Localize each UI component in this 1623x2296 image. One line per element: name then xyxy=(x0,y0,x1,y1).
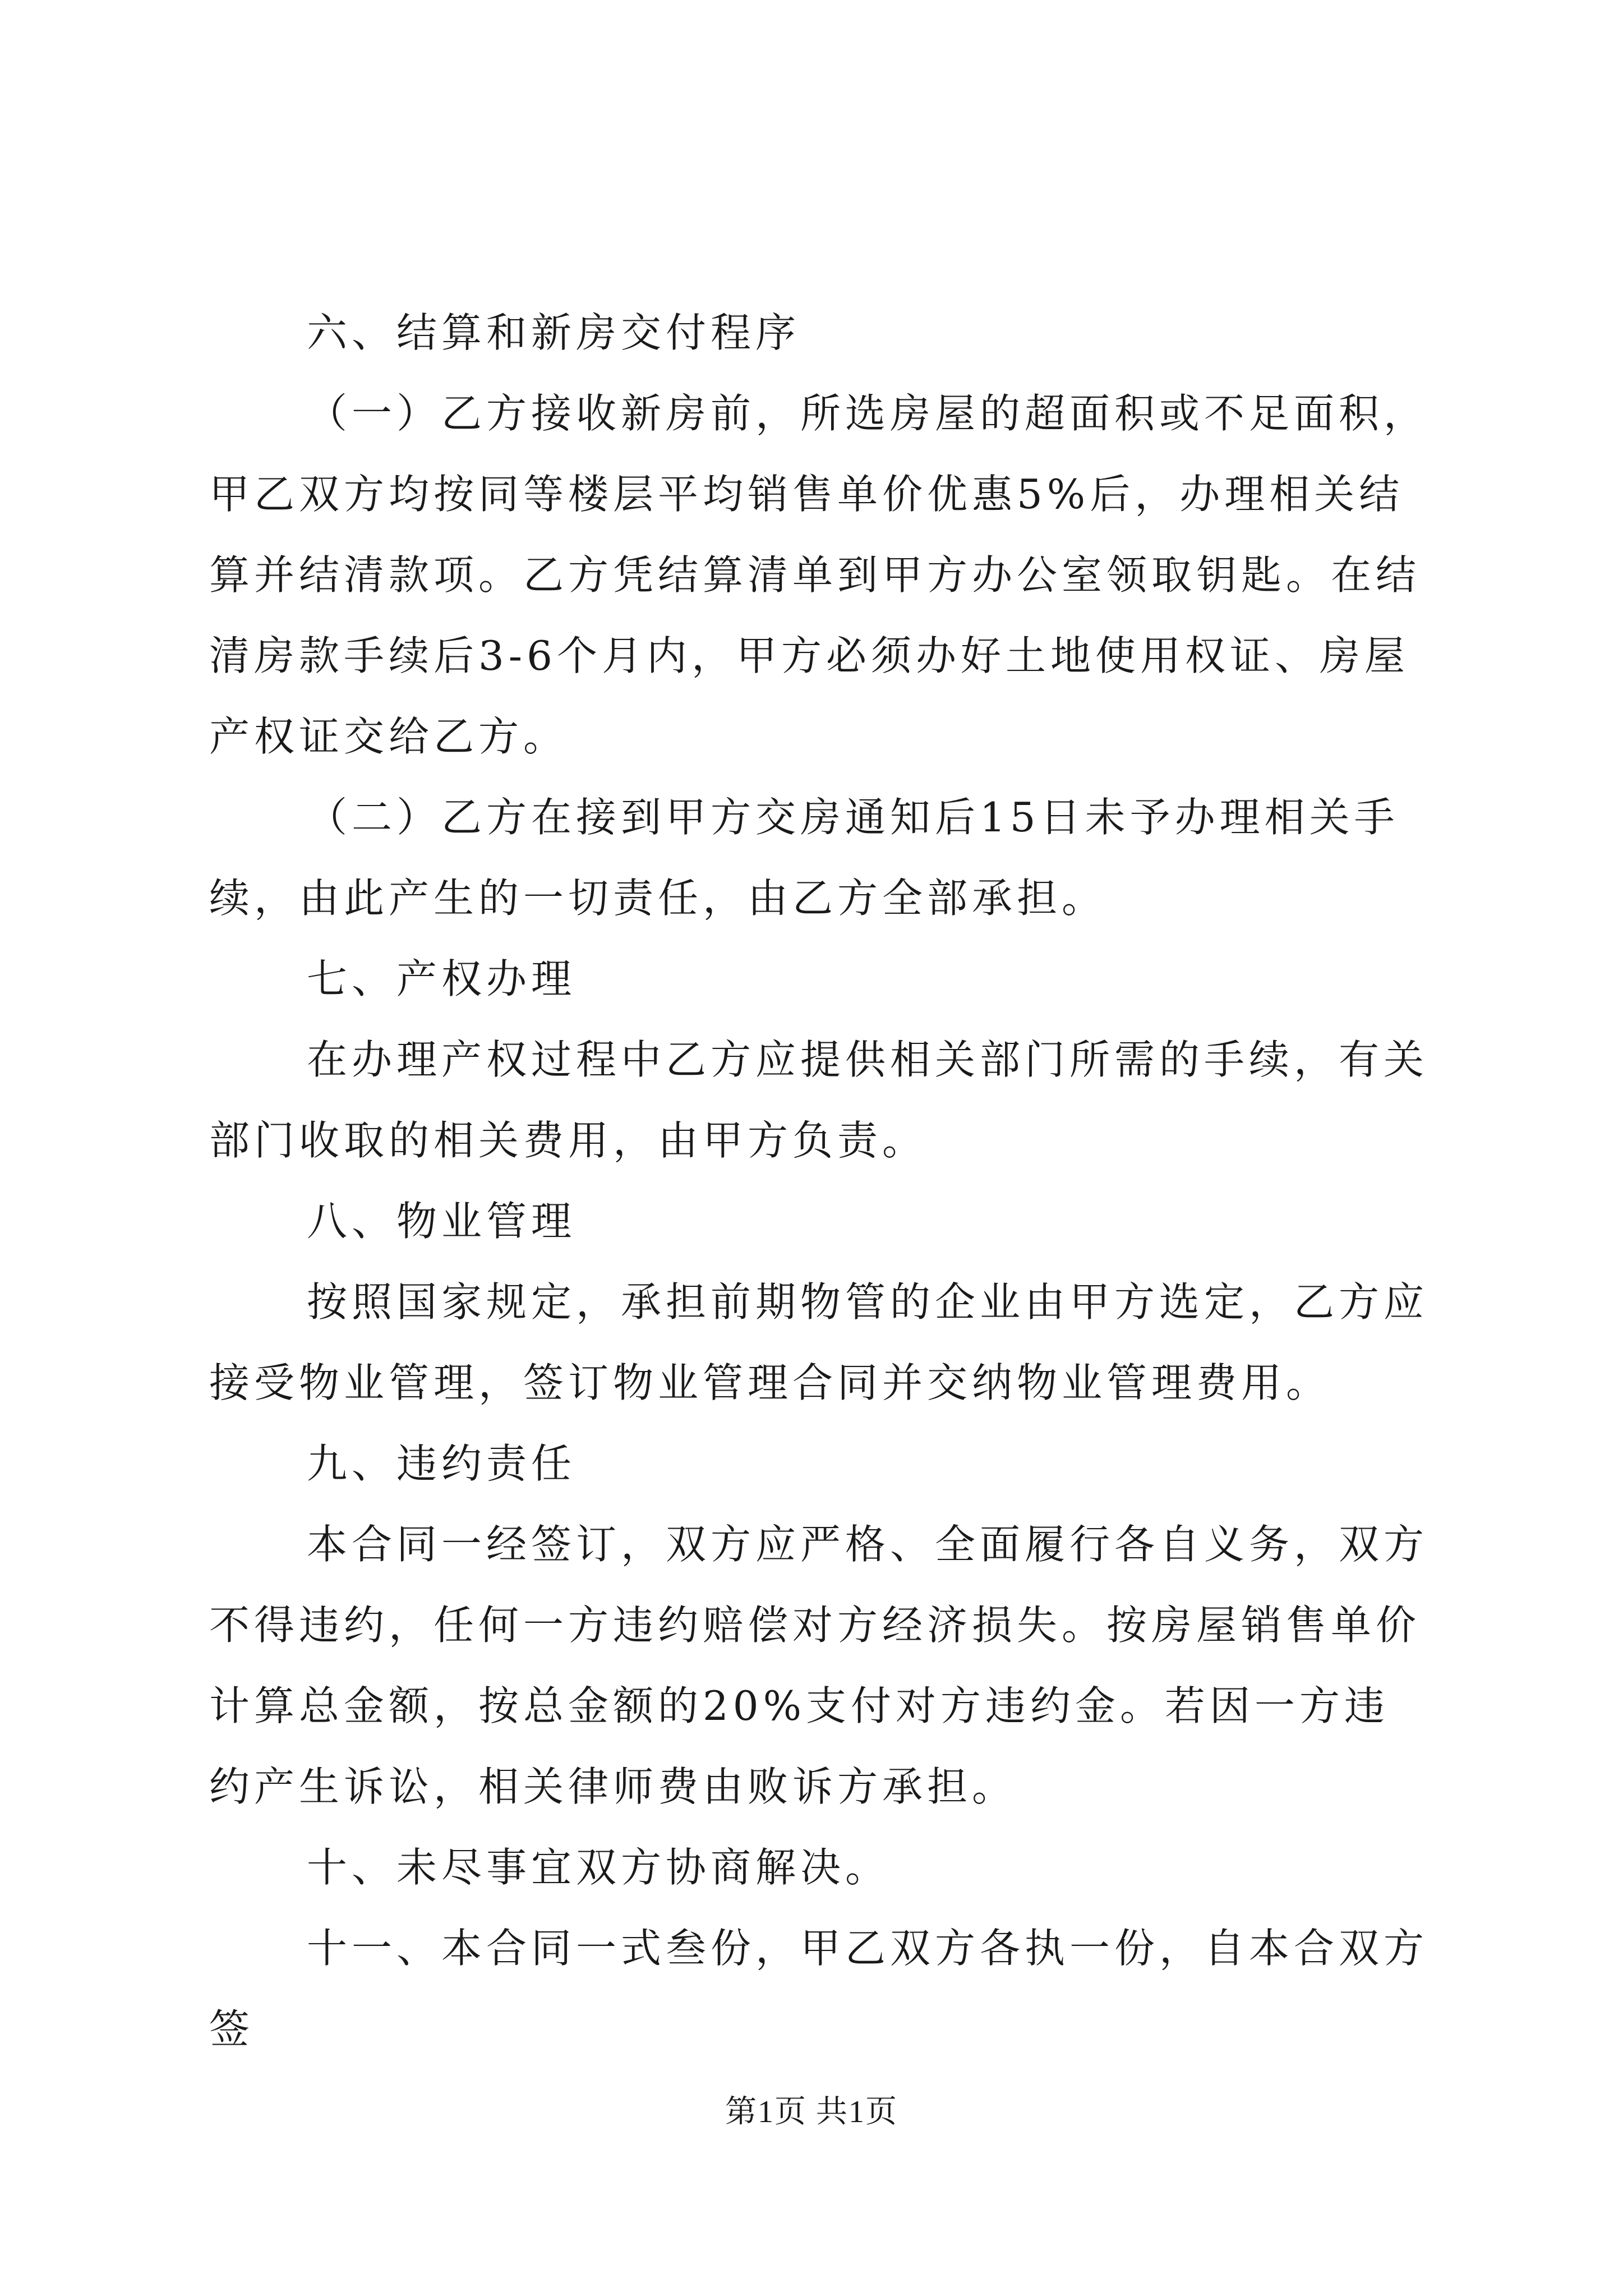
clause-settlement-1: （一）乙方接收新房前，所选房屋的超面积或不足面积，甲乙双方均按同等楼层平均销售单价优惠5%后，办理相关结算并结清款项。乙方凭结算清单到甲方办公室领取钥匙。在结清房款手续后3-6个月内，甲方必须办好土地使用权证、房屋产权证交给乙方。 xyxy=(209,390,1429,760)
section-heading-copies: 十一、本合同一式叁份，甲乙双方各执一份，自本合双方签 xyxy=(209,1925,1429,2053)
document-body xyxy=(209,292,1432,2069)
clause-settlement-2: （二）乙方在接到甲方交房通知后15日未予办理相关手续，由此产生的一切责任，由乙方全部承担。 xyxy=(209,794,1399,922)
section-heading-property-management: 八、物业管理 xyxy=(307,1198,577,1245)
clause-property-management: 按照国家规定，承担前期物管的企业由甲方选定，乙方应接受物业管理，签订物业管理合同并交纳物业管理费用。 xyxy=(209,1278,1429,1406)
clause-breach: 本合同一经签订，双方应严格、全面履行各自义务，双方不得违约，任何一方违约赔偿对方经济损失。按房屋销售单价计算总金额，按总金额的20%支付对方违约金。若因一方违约产生诉讼，相关律师费由败诉方承担。 xyxy=(209,1521,1429,1810)
clause-property-rights: 在办理产权过程中乙方应提供相关部门所需的手续，有关部门收取的相关费用，由甲方负责。 xyxy=(209,1036,1429,1164)
section-heading-other-matters: 十、未尽事宜双方协商解决。 xyxy=(307,1844,891,1891)
section-heading-settlement: 六、结算和新房交付程序 xyxy=(307,309,801,356)
section-heading-property-rights: 七、产权办理 xyxy=(307,955,577,1002)
page-number-footer: 第1页 共1页 xyxy=(725,2095,898,2129)
section-heading-breach: 九、违约责任 xyxy=(307,1440,577,1487)
